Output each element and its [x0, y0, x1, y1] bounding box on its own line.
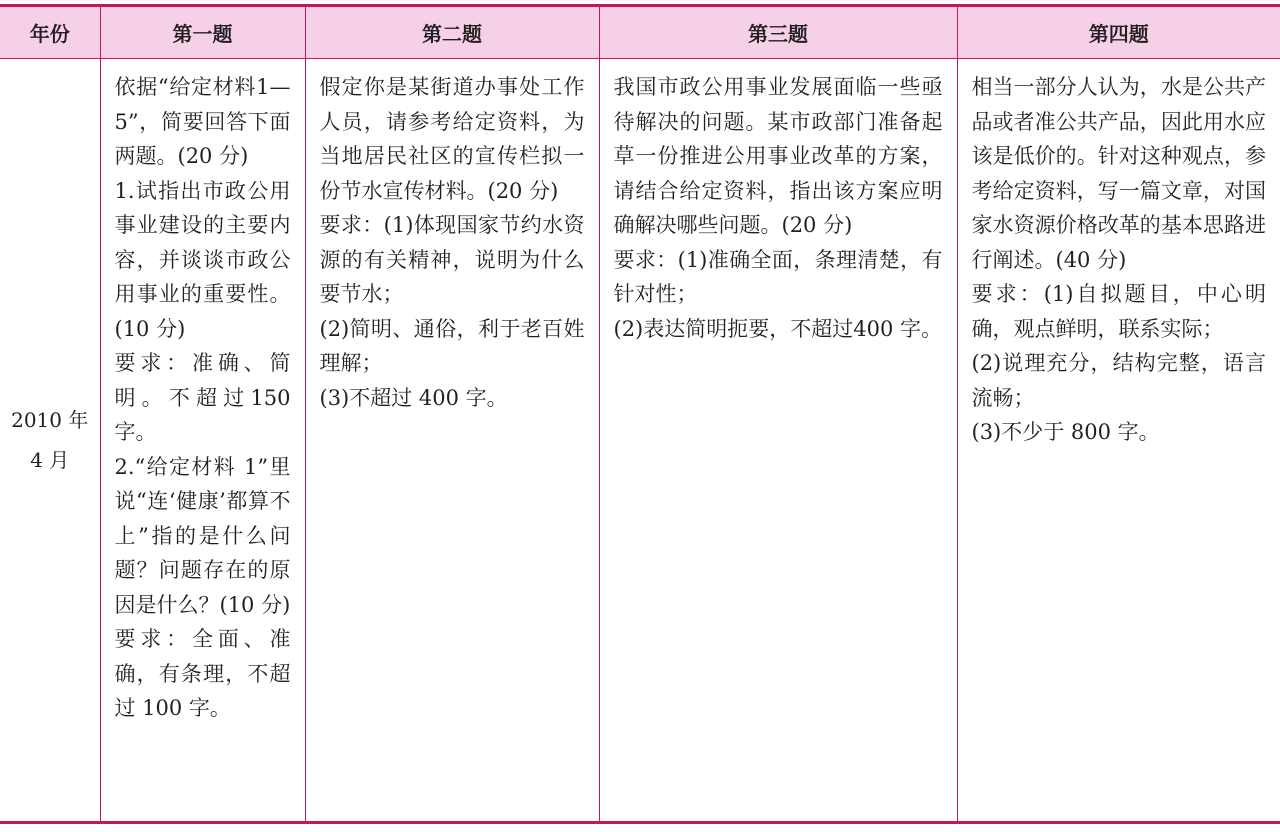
- question-4-paragraph: (2)说理充分，结构完整，语言流畅；: [971, 351, 1266, 410]
- table-row: [0, 59, 1280, 823]
- header-row: [0, 6, 1280, 59]
- question-3-paragraph: (2)表达简明扼要，不超过400 字。: [613, 316, 943, 341]
- question-1-paragraph: 1.试指出市政公用事业建设的主要内容，并谈谈市政公用事业的重要性。(10 分): [114, 178, 291, 341]
- question-3-cell: [599, 59, 957, 823]
- month-text: 4 月: [30, 448, 70, 472]
- question-3-paragraph: 要求：(1)准确全面，条理清楚，有针对性；: [613, 247, 943, 306]
- table-body: [0, 59, 1280, 823]
- header-question-2: 第二题: [305, 6, 599, 59]
- question-4-paragraph: (3)不少于 800 字。: [971, 420, 1160, 444]
- header-year: 年份: [0, 6, 100, 59]
- question-2-paragraph: 假定你是某街道办事处工作人员，请参考给定资料，为当地居民社区的宣传栏拟一份节水宣传材料。(20 分): [319, 75, 585, 203]
- question-1-paragraph: 2.“给定材料 1”里说“连‘健康’都算不上”指的是什么问题？问题存在的原因是什么？(10 分): [114, 454, 291, 617]
- question-1-paragraph: 要求：全面、准确，有条理，不超过 100 字。: [114, 627, 291, 720]
- question-4-paragraph: 要求：(1)自拟题目，中心明确，观点鲜明，联系实际；: [971, 282, 1266, 341]
- header-question-1: 第一题: [100, 6, 305, 59]
- question-1-paragraph: 依据“给定材料1—5”，简要回答下面两题。(20 分): [114, 75, 291, 168]
- question-1-cell: [100, 59, 305, 823]
- exam-questions-table: [0, 4, 1280, 824]
- header-question-4: 第四题: [957, 6, 1280, 59]
- question-2-cell: [305, 59, 599, 823]
- question-2-paragraph: (2)简明、通俗，利于老百姓理解；: [319, 316, 585, 375]
- year-text: 2010 年: [11, 408, 89, 432]
- year-cell: [0, 59, 100, 823]
- header-question-3: 第三题: [599, 6, 957, 59]
- table-header: [0, 6, 1280, 59]
- question-2-paragraph: (3)不超过 400 字。: [319, 385, 508, 410]
- question-1-paragraph: 要求：准确、简明。不超过150 字。: [114, 351, 291, 444]
- question-4-paragraph: 相当一部分人认为，水是公共产品或者准公共产品，因此用水应该是低价的。针对这种观点，参考给定资料，写一篇文章，对国家水资源价格改革的基本思路进行阐述。(40 分): [971, 75, 1266, 272]
- question-2-paragraph: 要求：(1)体现国家节约水资源的有关精神，说明为什么要节水；: [319, 213, 585, 306]
- question-3-paragraph: 我国市政公用事业发展面临一些亟待解决的问题。某市政部门准备起草一份推进公用事业改革的方案，请结合给定资料，指出该方案应明确解决哪些问题。(20 分): [613, 75, 943, 237]
- question-4-cell: [957, 59, 1280, 823]
